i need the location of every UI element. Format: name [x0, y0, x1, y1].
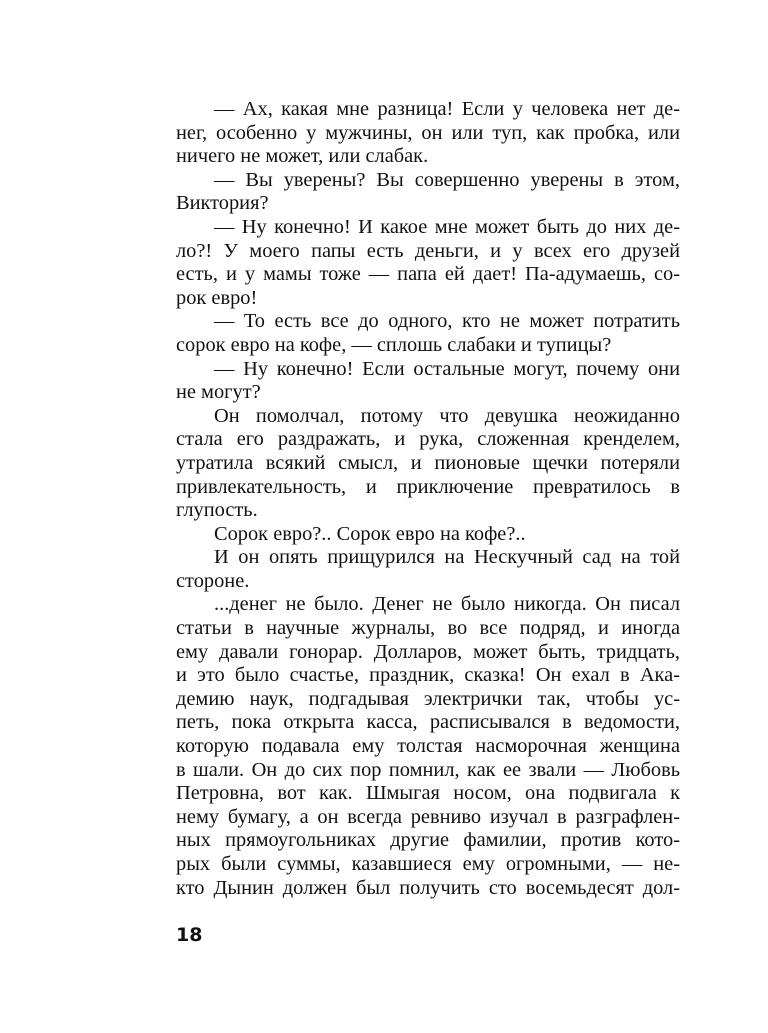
- text-line: и это было счастье, праздник, сказка! Он ехал в Ака-: [176, 664, 680, 687]
- text-line: петь, пока открыта касса, расписывался в ведомости,: [176, 711, 680, 734]
- text-line: ных прямоугольниках другие фамилии, против кото-: [176, 829, 680, 852]
- text-line: стала его раздражать, и рука, сложенная кренделем,: [176, 428, 680, 451]
- text-line: Петровна, вот как. Шмыгая носом, она подвигала к: [176, 782, 680, 805]
- text-line: есть, и у мамы тоже — папа ей дает! Па-адумаешь, со-: [176, 263, 680, 286]
- text-line: — Ну конечно! И какое мне может быть до них де-: [214, 215, 680, 238]
- text-line: И он опять прищурился на Нескучный сад на той: [214, 546, 680, 569]
- body-text: [176, 98, 680, 900]
- text-line: демию наук, подгадывая электрички так, чтобы ус-: [176, 687, 680, 710]
- text-line: — Ах, какая мне разница! Если у человека нет де-: [214, 98, 680, 120]
- text-line: кто Дынин должен был получить сто восемьдесят дол-: [176, 876, 680, 899]
- text-line: — Ну конечно! Если остальные могут, почему они: [214, 357, 680, 380]
- text-line: нему бумагу, а он всегда ревниво изучал в разграфлен-: [176, 805, 680, 828]
- text-line: ло?! У моего папы есть деньги, и у всех его друзей: [176, 239, 680, 262]
- page-number: 18: [176, 924, 203, 946]
- text-line: глупость.: [176, 499, 258, 522]
- text-line: которую подавала ему толстая насморочная женщина: [176, 735, 680, 758]
- text-line: ...денег не было. Денег не было никогда. Он писал: [214, 593, 680, 616]
- text-line: ему давали гонорар. Долларов, может быть, тридцать,: [176, 640, 680, 663]
- text-line: Он помолчал, потому что девушка неожиданно: [214, 404, 680, 427]
- text-line: сорок евро на кофе, — сплошь слабаки и тупицы?: [176, 333, 612, 356]
- text-line: Сорок евро?.. Сорок евро на кофе?..: [214, 522, 526, 545]
- text-line: в шали. Он до сих пор помнил, как ее звали — Любовь: [176, 758, 680, 781]
- text-line: рок евро!: [176, 286, 258, 309]
- text-line: утратила всякий смысл, и пионовые щечки потеряли: [176, 451, 680, 474]
- text-line: привлекательность, и приключение превратилось в: [176, 475, 680, 498]
- text-line: Виктория?: [176, 192, 269, 215]
- text-line: стороне.: [176, 569, 250, 592]
- text-line: рых были суммы, казавшиеся ему огромными, — не-: [176, 853, 680, 875]
- text-line: — То есть все до одного, кто не может потратить: [214, 310, 680, 333]
- text-line: не могут?: [176, 381, 261, 404]
- text-line: нег, особенно у мужчины, он или туп, как пробка, или: [176, 121, 680, 144]
- text-line: статьи в научные журналы, во все подряд, и иногда: [176, 617, 680, 640]
- text-line: — Вы уверены? Вы совершенно уверены в этом,: [214, 168, 680, 191]
- text-line: ничего не может, или слабак.: [176, 145, 429, 168]
